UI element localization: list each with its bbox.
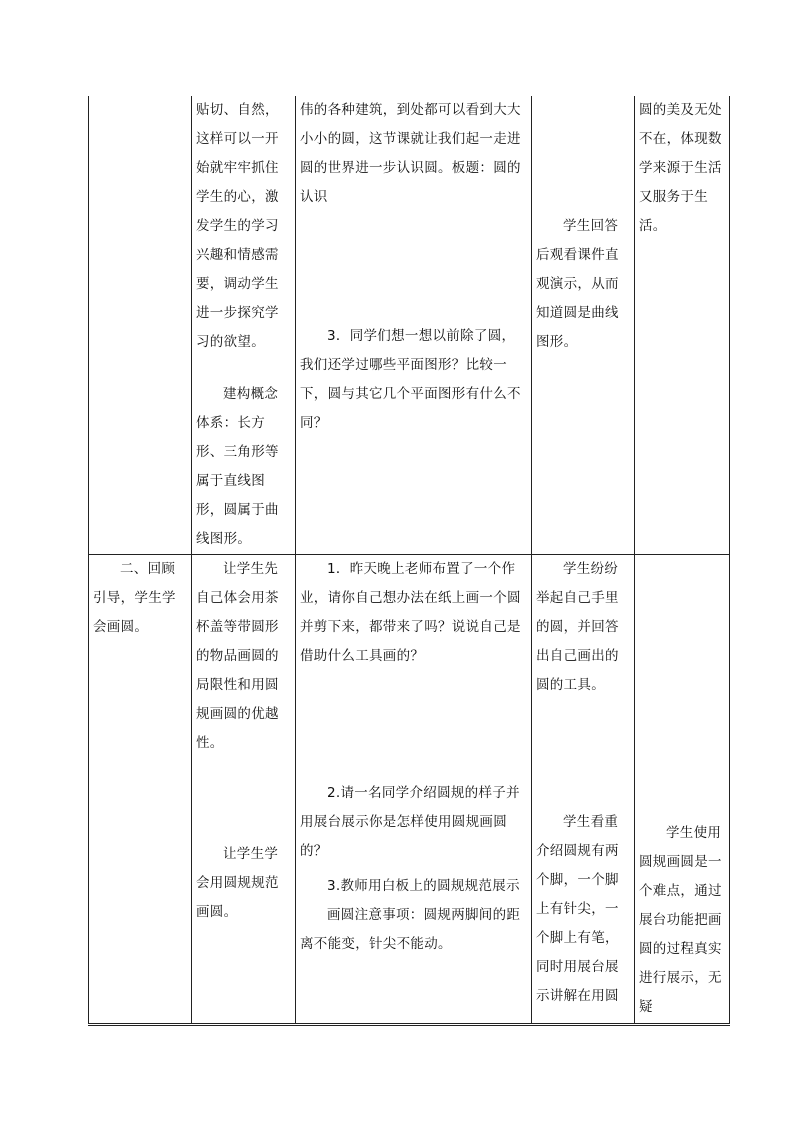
teacher-activity-text: 3.教师用白板上的圆规规范展示 [327, 878, 520, 894]
intent-text: 让学生学会用圆规规范画圆。 [196, 846, 279, 920]
student-activity-text: 学生回答后观看课件直观演示，从而知道圆是曲线图形。 [536, 218, 619, 350]
student-activity-cell [532, 96, 635, 555]
teacher-activity-text: 1．昨天晚上老师布置了一个作业，请你自己想办法在纸上画一个圆并剪下来，都带来了吗？说说自己是借助什么工具画的？ [300, 561, 521, 664]
intent-cell [192, 555, 296, 1025]
remarks-text: 圆的美及无处不在，体现数学来源于生活又服务于生活。 [639, 102, 722, 234]
teacher-activity-cell [296, 555, 532, 1025]
student-activity-text: 学生纷纷举起自己手里的圆，并回答出自己画出的圆的工具。 [536, 561, 619, 693]
remarks-cell [635, 555, 730, 1025]
stage-cell [89, 96, 192, 555]
intent-text: 贴切、自然，这样可以一开始就牢牢抓住学生的心，激发学生的学习兴趣和情感需要，调动学生进一步探究学习的欲望。 [196, 102, 279, 350]
student-activity-cell [532, 555, 635, 1025]
teacher-activity-cell [296, 96, 532, 555]
stage-text: 二、回顾引导，学生学会画圆。 [93, 561, 176, 635]
table-row [89, 555, 730, 1025]
remarks-text: 学生使用圆规画圆是一个难点，通过展台功能把画圆的过程真实进行展示，无疑 [639, 825, 722, 1015]
teacher-activity-text: 2.请一名同学介绍圆规的样子并用展台展示你是怎样使用圆规画圆的？ [300, 785, 520, 859]
teacher-activity-text: 3．同学们想一想以前除了圆，我们还学过哪些平面图形？比较一下，圆与其它几个平面图形有什么不同？ [300, 328, 521, 431]
table-row [89, 96, 730, 555]
remarks-cell [635, 96, 730, 555]
teacher-activity-text: 伟的各种建筑，到处都可以看到大大小小的圆，这节课就让我们起一走进圆的世界进一步认识圆。板题：圆的认识 [300, 102, 521, 205]
lesson-plan-table [88, 96, 730, 1026]
teacher-activity-text: 画圆注意事项：圆规两脚间的距离不能变，针尖不能动。 [300, 907, 521, 952]
intent-text: 建构概念体系：长方形、三角形等属于直线图形，圆属于曲线图形。 [196, 386, 279, 547]
intent-cell [192, 96, 296, 555]
stage-cell [89, 555, 192, 1025]
student-activity-text: 学生看重介绍圆规有两个脚，一个脚上有针尖，一个脚上有笔，同时用展台展示讲解在用圆 [536, 814, 619, 1004]
intent-text: 让学生先自己体会用茶杯盖等带圆形的物品画圆的局限性和用圆规画圆的优越性。 [196, 561, 279, 751]
